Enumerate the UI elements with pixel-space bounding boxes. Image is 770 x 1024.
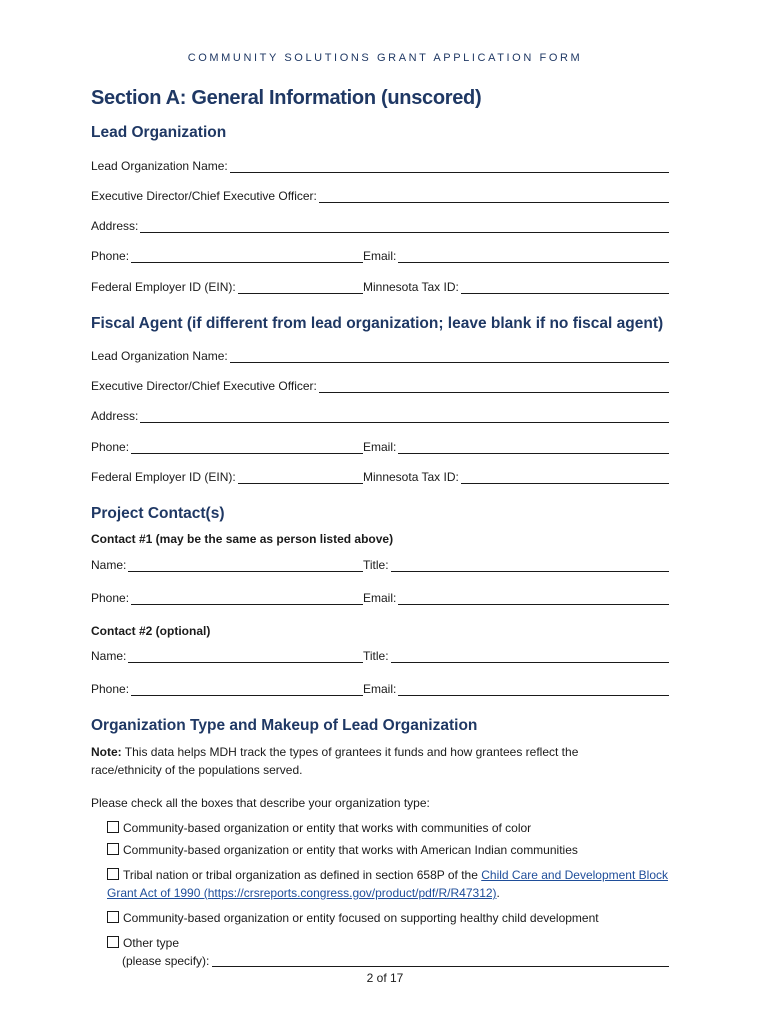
- lead-org-phone-email-row: [91, 247, 669, 263]
- fiscal-exec-row: [91, 377, 669, 393]
- contact2-name-label: Name:: [91, 649, 127, 663]
- contact2-phone-field[interactable]: [131, 683, 363, 696]
- lead-org-phone-label: Phone:: [91, 249, 130, 263]
- fiscal-exec-label: Executive Director/Chief Executive Officer:: [91, 379, 317, 393]
- fiscal-exec-field[interactable]: [319, 380, 669, 393]
- checkbox-other-type[interactable]: [107, 936, 119, 948]
- other-type-field[interactable]: [212, 966, 669, 967]
- option-2-label: Community-based organization or entity that works with American Indian communities: [123, 843, 578, 857]
- checkbox-american-indian[interactable]: [107, 843, 119, 855]
- contact1-heading: Contact #1 (may be the same as person listed above): [91, 532, 394, 546]
- org-type-note: [91, 743, 651, 779]
- lead-org-exec-field[interactable]: [319, 190, 669, 203]
- contact1-title-label: Title:: [363, 558, 389, 572]
- lead-org-email-field[interactable]: [398, 250, 669, 263]
- contact1-phone-email-row: [91, 589, 669, 605]
- lead-org-address-row: [91, 217, 669, 233]
- fiscal-ein-field[interactable]: [238, 471, 363, 484]
- lead-org-email-label: Email:: [363, 249, 397, 263]
- page-header: COMMUNITY SOLUTIONS GRANT APPLICATION FORM: [187, 52, 583, 64]
- lead-org-name-row: [91, 157, 669, 173]
- contact2-title-field[interactable]: [391, 650, 669, 663]
- org-type-option-1: [107, 819, 672, 837]
- fiscal-phone-email-row: [91, 438, 669, 454]
- org-type-instruction: Please check all the boxes that describe your organization type:: [91, 796, 430, 810]
- note-bold: Note:: [91, 745, 122, 759]
- checkbox-child-development[interactable]: [107, 911, 119, 923]
- contact1-name-label: Name:: [91, 558, 127, 572]
- contact1-phone-label: Phone:: [91, 591, 130, 605]
- option-1-label: Community-based organization or entity that works with communities of color: [123, 821, 532, 835]
- fiscal-tax-label: Minnesota Tax ID:: [363, 470, 459, 484]
- fiscal-address-field[interactable]: [140, 410, 669, 423]
- lead-org-exec-label: Executive Director/Chief Executive Officer:: [91, 189, 317, 203]
- option-3-end: .: [496, 886, 500, 900]
- lead-org-address-label: Address:: [91, 219, 139, 233]
- contact1-title-field[interactable]: [391, 559, 669, 572]
- fiscal-address-row: [91, 407, 669, 423]
- option-3-label: Tribal nation or tribal organization as defined in section 658P of the: [123, 868, 482, 882]
- lead-org-heading: Lead Organization: [91, 124, 227, 141]
- checkbox-tribal-nation[interactable]: [107, 868, 119, 880]
- note-text: This data helps MDH track the types of grantees it funds and how grantees reflect the race/ethnicity of the populations served.: [91, 745, 579, 777]
- org-type-option-5: [107, 934, 672, 970]
- contact2-email-field[interactable]: [398, 683, 669, 696]
- lead-org-phone-field[interactable]: [131, 250, 363, 263]
- fiscal-email-label: Email:: [363, 440, 397, 454]
- org-type-option-2: [107, 841, 672, 859]
- contact2-phone-label: Phone:: [91, 682, 130, 696]
- fiscal-phone-field[interactable]: [131, 441, 363, 454]
- lead-org-name-field[interactable]: [230, 160, 669, 173]
- fiscal-address-label: Address:: [91, 409, 139, 423]
- page-number: 2 of 17: [366, 971, 404, 985]
- contact2-name-field[interactable]: [128, 650, 363, 663]
- lead-org-exec-row: [91, 187, 669, 203]
- org-type-option-3: [107, 866, 672, 902]
- section-title: Section A: General Information (unscored): [91, 87, 482, 109]
- lead-org-address-field[interactable]: [140, 220, 669, 233]
- fiscal-tax-field[interactable]: [461, 471, 669, 484]
- other-specify-label: (please specify):: [122, 954, 210, 968]
- org-type-option-4: [107, 909, 672, 927]
- fiscal-name-label: Lead Organization Name:: [91, 349, 228, 363]
- fiscal-email-field[interactable]: [398, 441, 669, 454]
- lead-org-ein-label: Federal Employer ID (EIN):: [91, 280, 236, 294]
- fiscal-name-row: [91, 347, 669, 363]
- lead-org-tax-field[interactable]: [461, 281, 669, 294]
- option-5-label: Other type: [123, 936, 180, 950]
- project-contacts-heading: Project Contact(s): [91, 505, 225, 522]
- contact2-title-label: Title:: [363, 649, 389, 663]
- contact1-email-field[interactable]: [398, 592, 669, 605]
- fiscal-ein-tax-row: [91, 468, 669, 484]
- org-type-heading: Organization Type and Makeup of Lead Organization: [91, 717, 478, 734]
- contact1-name-field[interactable]: [128, 559, 363, 572]
- contact2-email-label: Email:: [363, 682, 397, 696]
- lead-org-ein-tax-row: [91, 278, 669, 294]
- ccdbg-act-link[interactable]: Child Care and Development Block Grant Act of 1990 (https://crsreports.congress.gov/product/pdf/R/R47312): [107, 868, 668, 900]
- contact1-email-label: Email:: [363, 591, 397, 605]
- lead-org-name-label: Lead Organization Name:: [91, 159, 228, 173]
- contact2-heading: Contact #2 (optional): [91, 624, 211, 638]
- fiscal-ein-label: Federal Employer ID (EIN):: [91, 470, 236, 484]
- option-4-label: Community-based organization or entity focused on supporting healthy child development: [123, 911, 599, 925]
- contact2-name-title-row: [91, 647, 669, 663]
- checkbox-communities-of-color[interactable]: [107, 821, 119, 833]
- lead-org-tax-label: Minnesota Tax ID:: [363, 280, 459, 294]
- lead-org-ein-field[interactable]: [238, 281, 363, 294]
- fiscal-name-field[interactable]: [230, 350, 669, 363]
- fiscal-agent-heading: Fiscal Agent (if different from lead organization; leave blank if no fiscal agent): [91, 315, 664, 332]
- contact2-phone-email-row: [91, 680, 669, 696]
- contact1-phone-field[interactable]: [131, 592, 363, 605]
- contact1-name-title-row: [91, 556, 669, 572]
- fiscal-phone-label: Phone:: [91, 440, 130, 454]
